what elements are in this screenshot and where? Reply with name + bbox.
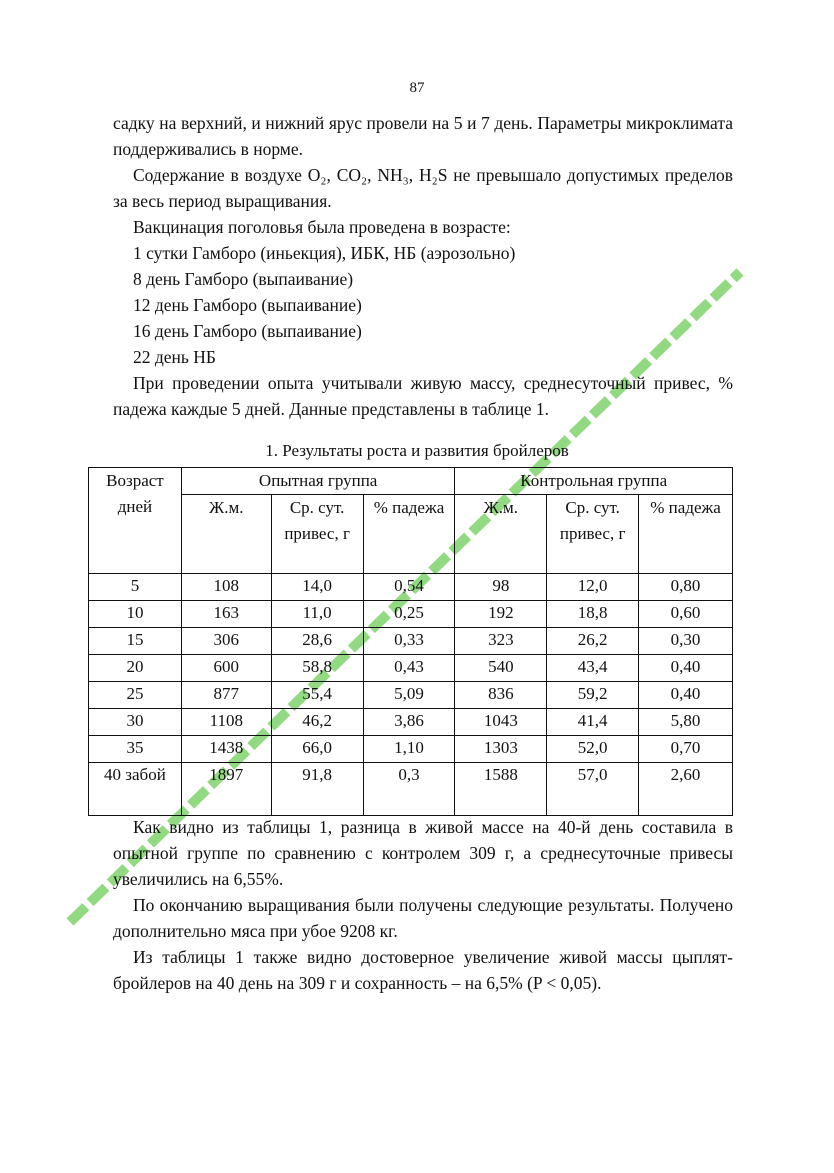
cell-ctl-gain: 26,2 [547, 628, 639, 655]
cell-exp-gain: 28,6 [271, 628, 363, 655]
vaccination-line: 22 день НБ [133, 347, 216, 367]
cell-exp-gain: 11,0 [271, 601, 363, 628]
header-control-group: Контрольная группа [455, 468, 733, 495]
cell-ctl-death: 0,70 [639, 736, 733, 763]
header-age: Возраст дней [89, 468, 182, 574]
paragraph-conclusion-survival: Из таблицы 1 также видно достоверное увеличение живой массы цыплят-бройлеров на 40 день на 309 г и сохранность – на 6,5% (P < 0,05). [113, 947, 733, 993]
cell-exp-death: 0,43 [363, 655, 455, 682]
vaccination-line: 8 день Гамборо (выпаивание) [133, 269, 354, 289]
table-row [89, 736, 733, 763]
results-table [88, 467, 733, 816]
cell-ctl-mass: 323 [455, 628, 547, 655]
page-number: 87 [409, 80, 425, 96]
cell-ctl-death: 0,40 [639, 655, 733, 682]
table-row [89, 655, 733, 682]
cell-exp-gain: 58,8 [271, 655, 363, 682]
cell-ctl-gain: 57,0 [547, 763, 639, 816]
paragraph-before-table: При проведении опыта учитывали живую массу, среднесуточный привес, % падежа каждые 5 дней. Данные представлены в таблице 1. [113, 373, 733, 419]
cell-ctl-mass: 192 [455, 601, 547, 628]
cell-age: 40 забой [89, 763, 182, 816]
table-row [89, 682, 733, 709]
table-row [89, 628, 733, 655]
vaccination-line: 16 день Гамборо (выпаивание) [133, 321, 362, 341]
cell-age: 25 [89, 682, 182, 709]
cell-ctl-death: 0,60 [639, 601, 733, 628]
text-block-top [113, 110, 733, 422]
cell-exp-gain: 91,8 [271, 763, 363, 816]
cell-exp-gain: 46,2 [271, 709, 363, 736]
header-ctl-mass: Ж.м. [455, 495, 547, 574]
cell-exp-death: 1,10 [363, 736, 455, 763]
cell-exp-death: 0,54 [363, 574, 455, 601]
cell-ctl-death: 5,80 [639, 709, 733, 736]
cell-ctl-death: 0,30 [639, 628, 733, 655]
cell-exp-mass: 1438 [181, 736, 271, 763]
cell-age: 20 [89, 655, 182, 682]
cell-exp-death: 3,86 [363, 709, 455, 736]
cell-ctl-mass: 1588 [455, 763, 547, 816]
cell-ctl-death: 0,40 [639, 682, 733, 709]
vaccination-line: 1 сутки Гамборо (иньекция), ИБК, НБ (аэрозольно) [133, 243, 516, 263]
paragraph-vaccination-intro: Вакцинация поголовья была проведена в возрасте: [133, 217, 511, 237]
cell-ctl-mass: 540 [455, 655, 547, 682]
cell-ctl-mass: 1303 [455, 736, 547, 763]
paragraph-continuation: садку на верхний, и нижний ярус провели на 5 и 7 день. Параметры микроклимата поддерживались в норме. [113, 113, 733, 159]
paragraph-conclusion-meat: По окончанию выращивания были получены следующие результаты. Получено дополнительно мяса при убое 9208 кг. [113, 895, 733, 941]
cell-exp-death: 0,33 [363, 628, 455, 655]
cell-exp-death: 0,3 [363, 763, 455, 816]
paragraph-air-content: Содержание в воздухе O₂, CO₂, NH₃, H₂S не превышало допустимых пределов за весь период выращивания. [113, 165, 733, 211]
cell-ctl-gain: 41,4 [547, 709, 639, 736]
cell-ctl-death: 2,60 [639, 763, 733, 816]
cell-exp-mass: 306 [181, 628, 271, 655]
cell-age: 5 [89, 574, 182, 601]
cell-ctl-gain: 12,0 [547, 574, 639, 601]
cell-ctl-gain: 52,0 [547, 736, 639, 763]
cell-age: 15 [89, 628, 182, 655]
header-exp-mass: Ж.м. [181, 495, 271, 574]
header-experimental-group: Опытная группа [181, 468, 455, 495]
header-exp-death: % падежа [363, 495, 455, 574]
header-ctl-death: % падежа [639, 495, 733, 574]
cell-exp-gain: 14,0 [271, 574, 363, 601]
text-block-bottom [113, 814, 733, 996]
cell-ctl-mass: 1043 [455, 709, 547, 736]
cell-exp-death: 0,25 [363, 601, 455, 628]
cell-exp-gain: 55,4 [271, 682, 363, 709]
cell-ctl-mass: 836 [455, 682, 547, 709]
cell-exp-gain: 66,0 [271, 736, 363, 763]
cell-exp-mass: 163 [181, 601, 271, 628]
table-row [89, 709, 733, 736]
cell-age: 10 [89, 601, 182, 628]
cell-exp-mass: 877 [181, 682, 271, 709]
cell-age: 30 [89, 709, 182, 736]
cell-ctl-gain: 59,2 [547, 682, 639, 709]
cell-ctl-death: 0,80 [639, 574, 733, 601]
table-row [89, 574, 733, 601]
cell-exp-mass: 108 [181, 574, 271, 601]
paragraph-conclusion-mass: Как видно из таблицы 1, разница в живой массе на 40-й день составила в опытной группе по сравнению с контролем 309 г, а среднесуточные привесы увеличились на 6,55%. [113, 817, 733, 889]
cell-ctl-gain: 18,8 [547, 601, 639, 628]
cell-exp-death: 5,09 [363, 682, 455, 709]
table-row [89, 601, 733, 628]
cell-age: 35 [89, 736, 182, 763]
cell-ctl-mass: 98 [455, 574, 547, 601]
vaccination-line: 12 день Гамборо (выпаивание) [133, 295, 362, 315]
cell-exp-mass: 1108 [181, 709, 271, 736]
table-row [89, 763, 733, 816]
cell-exp-mass: 600 [181, 655, 271, 682]
cell-exp-mass: 1897 [181, 763, 271, 816]
header-exp-gain: Ср. сут. привес, г [271, 495, 363, 574]
header-ctl-gain: Ср. сут. привес, г [547, 495, 639, 574]
cell-ctl-gain: 43,4 [547, 655, 639, 682]
table-caption: 1. Результаты роста и развития бройлеров [265, 441, 569, 460]
